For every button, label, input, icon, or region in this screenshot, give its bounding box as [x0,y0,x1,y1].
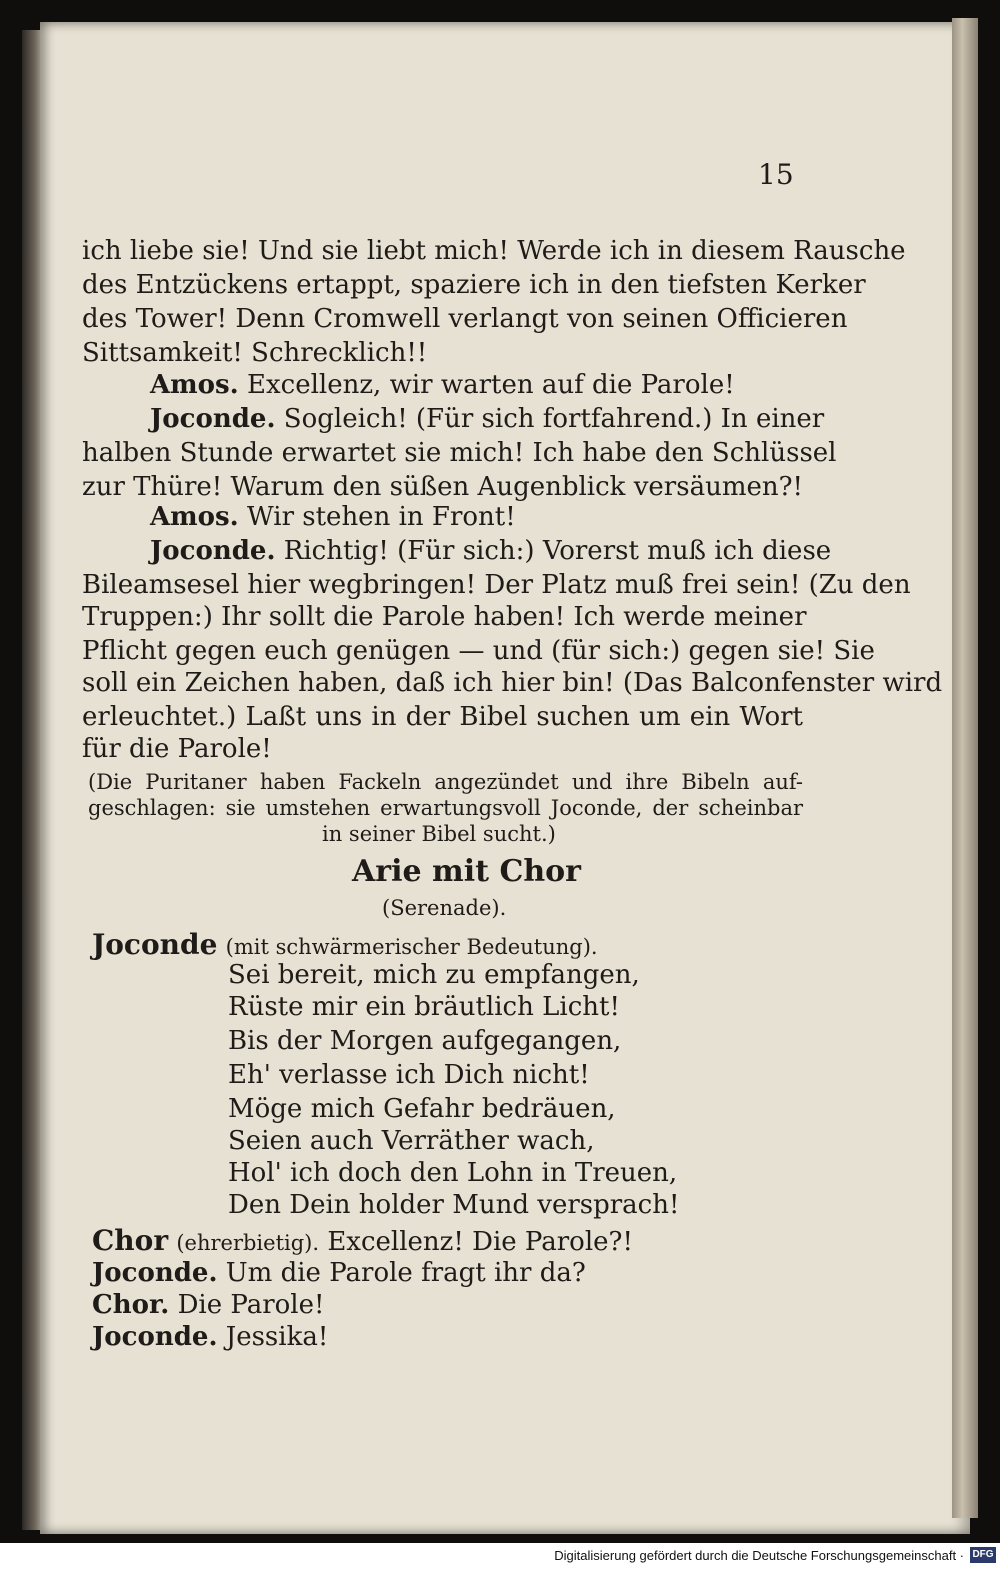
verse-line: Den Dein holder Mund versprach! [228,1190,680,1220]
stage-direction: geschlagen: sie umstehen erwartungsvoll Joconde, der scheinbar [88,796,803,820]
text-line: Pflicht gegen euch genügen — und (für sich:) gegen sie! Sie [82,636,875,666]
verse-line: Bis der Morgen aufgegangen, [228,1026,622,1056]
dfg-logo: DFG [970,1547,996,1563]
dialogue-amos [150,370,735,400]
aria-subtitle: (Serenade). [382,896,507,920]
text-line: soll ein Zeichen haben, daß ich hier bin! (Das Balconfenster wird [82,668,943,698]
text-line: ich liebe sie! Und sie liebt mich! Werde ich in diesem Rausche [82,236,906,266]
verse-line: Sei bereit, mich zu empfangen, [228,960,640,990]
speaker-name: Joconde. [92,1322,218,1352]
speaker-name: Joconde. [150,404,276,434]
speaker-name: Joconde. [150,536,276,566]
speaker-name: Amos. [150,502,239,532]
dialogue-amos [150,502,516,532]
dialogue-text: Sogleich! (Für sich fortfahrend.) In einer [283,404,825,434]
dialogue-text: Excellenz! Die Parole?! [327,1227,633,1257]
dialogue-text: Jessika! [225,1322,329,1352]
verse-line: Hol' ich doch den Lohn in Treuen, [228,1158,678,1188]
text-line: für die Parole! [82,734,272,764]
dialogue-chor [92,1224,633,1257]
text-line: Bileamsesel hier wegbringen! Der Platz muß frei sein! (Zu den [82,570,911,600]
dialogue-joconde [92,928,598,961]
verse-line: Eh' verlasse ich Dich nicht! [228,1060,590,1090]
verse-line: Möge mich Gefahr bedräuen, [228,1094,616,1124]
dialogue-text: Die Parole! [177,1290,325,1320]
text-line: erleuchtet.) Laßt uns in der Bibel suchen um ein Wort [82,702,803,732]
dialogue-text: Um die Parole fragt ihr da? [225,1258,586,1288]
text-line: des Tower! Denn Cromwell verlangt von seinen Officieren [82,304,848,334]
dialogue-text: Wir stehen in Front! [246,502,516,532]
text-line: zur Thüre! Warum den süßen Augenblick versäumen?! [82,472,803,502]
dialogue-text: Excellenz, wir warten auf die Parole! [246,370,735,400]
text-line: Sittsamkeit! Schrecklich!! [82,338,428,368]
dialogue-text: Richtig! (Für sich:) Vorerst muß ich diese [283,536,832,566]
speaker-name: Joconde. [92,1258,218,1288]
text-line: des Entzückens ertappt, spaziere ich in den tiefsten Kerker [82,270,866,300]
speaker-name: Chor [92,1224,169,1257]
dialogue-joconde [150,404,825,434]
page-edge [952,18,978,1518]
verse-line: Rüste mir ein bräutlich Licht! [228,992,620,1022]
speaker-name: Chor. [92,1290,170,1320]
dialogue-joconde [92,1258,586,1288]
text-line: Truppen:) Ihr sollt die Parole haben! Ich werde meiner [82,602,807,632]
speaker-name: Amos. [150,370,239,400]
footer-credit: Digitalisierung gefördert durch die Deutsche Forschungsgemeinschaft · [554,1548,964,1563]
speaker-name: Joconde [92,928,218,961]
text-line: halben Stunde erwartet sie mich! Ich habe den Schlüssel [82,438,837,468]
footer-bar [0,1543,1000,1569]
stage-direction: (ehrerbietig). [176,1231,320,1255]
stage-direction: (Die Puritaner haben Fackeln angezündet und ihre Bibeln auf- [88,770,803,794]
dialogue-joconde [150,536,831,566]
dialogue-joconde [92,1322,328,1352]
page-number: 15 [758,158,794,191]
stage-direction: in seiner Bibel sucht.) [322,822,556,846]
aria-title: Arie mit Chor [352,854,581,889]
verse-line: Seien auch Verräther wach, [228,1126,595,1156]
dialogue-chor [92,1290,324,1320]
stage-direction: (mit schwärmerischer Bedeutung). [225,935,598,959]
